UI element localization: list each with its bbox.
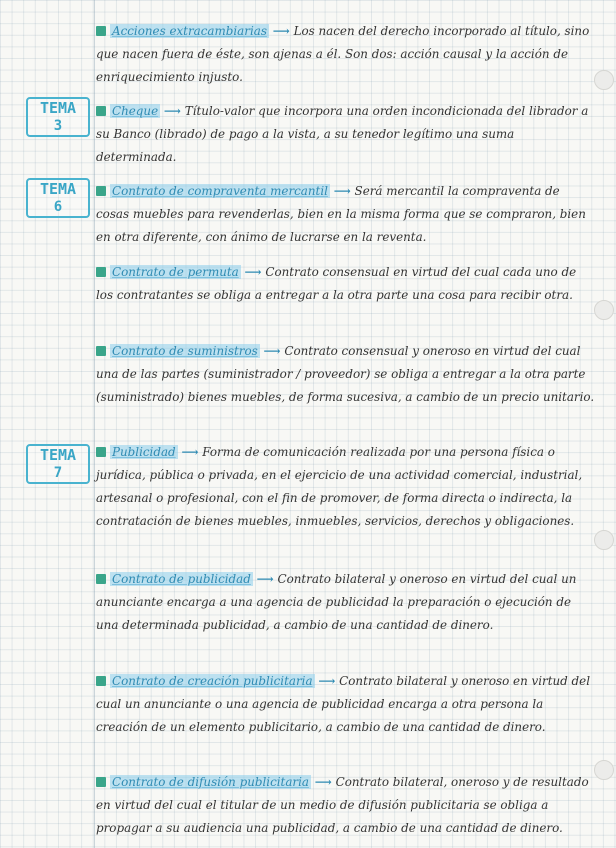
definition-entry bbox=[96, 100, 596, 169]
bullet-square-icon bbox=[96, 267, 106, 277]
definition-text: Los nacen del derecho incorporado al título, sino que nacen fuera de éste, son ajenas a él. Son dos: acción causal y la acción de enriquecimiento injusto. bbox=[96, 24, 590, 84]
arrow-right-icon: ⟶ bbox=[318, 674, 336, 688]
bullet-square-icon bbox=[96, 777, 106, 787]
arrow-right-icon: ⟶ bbox=[256, 572, 274, 586]
tema-box bbox=[26, 444, 90, 484]
definition-entry bbox=[96, 261, 596, 307]
margin-line bbox=[94, 0, 95, 848]
definition-text: Contrato consensual en virtud del cual cada uno de los contratantes se obliga a entregar a la otra parte una cosa para recibir otra. bbox=[96, 265, 577, 302]
tema-label: TEMA bbox=[39, 99, 77, 117]
definition-term: Acciones extracambiarias bbox=[112, 24, 267, 38]
punch-hole bbox=[594, 530, 614, 550]
arrow-right-icon: ⟶ bbox=[333, 184, 351, 198]
definition-entry bbox=[96, 180, 596, 249]
tema-box bbox=[26, 97, 90, 137]
bullet-square-icon bbox=[96, 346, 106, 356]
definition-term: Publicidad bbox=[112, 445, 176, 459]
bullet-square-icon bbox=[96, 574, 106, 584]
definition-entry bbox=[96, 771, 596, 840]
tema-label: TEMA bbox=[39, 180, 77, 198]
definition-text: Contrato bilateral y oneroso en virtud del cual un anunciante o una agencia de publicidad encarga a otra persona la creación de un elemento publicitario, a cambio de una cantidad de dinero. bbox=[96, 674, 591, 734]
arrow-right-icon: ⟶ bbox=[263, 344, 281, 358]
definition-term: Contrato de permuta bbox=[112, 265, 239, 279]
tema-number: 6 bbox=[53, 199, 63, 215]
definition-text: Será mercantil la compraventa de cosas muebles para revenderlas, bien en la misma forma que se compraron, bien en otra diferente, con ánimo de lucrarse en la reventa. bbox=[96, 184, 586, 244]
tema-number: 3 bbox=[53, 118, 63, 134]
tema-box bbox=[26, 178, 90, 218]
punch-hole bbox=[594, 300, 614, 320]
definition-text: Contrato bilateral, oneroso y de resultado en virtud del cual el titular de un medio de difusión publicitaria se obliga a propagar a su audiencia una publicidad, a cambio de una cantidad de dinero. bbox=[96, 775, 589, 835]
definition-text: Título-valor que incorpora una orden incondicionada del librador a su Banco (librado) de pago a la vista, a su tenedor legítimo una suma determinada. bbox=[96, 104, 589, 164]
definition-text: Contrato bilateral y oneroso en virtud del cual un anunciante encarga a una agencia de publicidad la preparación o ejecución de una determinada publicidad, a cambio de una cantidad de dinero. bbox=[96, 572, 577, 632]
definition-term: Contrato de difusión publicitaria bbox=[112, 775, 309, 789]
definition-term: Contrato de suministros bbox=[112, 344, 258, 358]
bullet-square-icon bbox=[96, 186, 106, 196]
arrow-right-icon: ⟶ bbox=[314, 775, 332, 789]
bullet-square-icon bbox=[96, 26, 106, 36]
definition-text: Forma de comunicación realizada por una persona física o jurídica, pública o privada, en el ejercicio de una actividad comercial, industrial, artesanal o profesional, con el fin de promover, de forma directa o indirecta, la contratación de bienes muebles, inmuebles, servicios, derechos y obligaciones. bbox=[96, 445, 583, 528]
bullet-square-icon bbox=[96, 676, 106, 686]
definition-entry bbox=[96, 568, 596, 637]
arrow-right-icon: ⟶ bbox=[244, 265, 262, 279]
bullet-square-icon bbox=[96, 447, 106, 457]
definition-term: Cheque bbox=[112, 104, 159, 118]
punch-hole bbox=[594, 760, 614, 780]
definition-entry bbox=[96, 441, 596, 533]
definition-term: Contrato de creación publicitaria bbox=[112, 674, 313, 688]
punch-hole bbox=[594, 70, 614, 90]
bullet-square-icon bbox=[96, 106, 106, 116]
definition-text: Contrato consensual y oneroso en virtud del cual una de las partes (suministrador / proveedor) se obliga a entregar a la otra parte (suministrado) bienes muebles, de forma sucesiva, a cambio de un precio unitario. bbox=[96, 344, 595, 404]
tema-number: 7 bbox=[53, 465, 63, 481]
definition-term: Contrato de compraventa mercantil bbox=[112, 184, 328, 198]
definition-entry bbox=[96, 340, 596, 409]
definition-entry bbox=[96, 20, 596, 89]
arrow-right-icon: ⟶ bbox=[272, 24, 290, 38]
arrow-right-icon: ⟶ bbox=[181, 445, 199, 459]
tema-label: TEMA bbox=[39, 446, 77, 464]
definition-entry bbox=[96, 670, 596, 739]
arrow-right-icon: ⟶ bbox=[163, 104, 181, 118]
definition-term: Contrato de publicidad bbox=[112, 572, 251, 586]
